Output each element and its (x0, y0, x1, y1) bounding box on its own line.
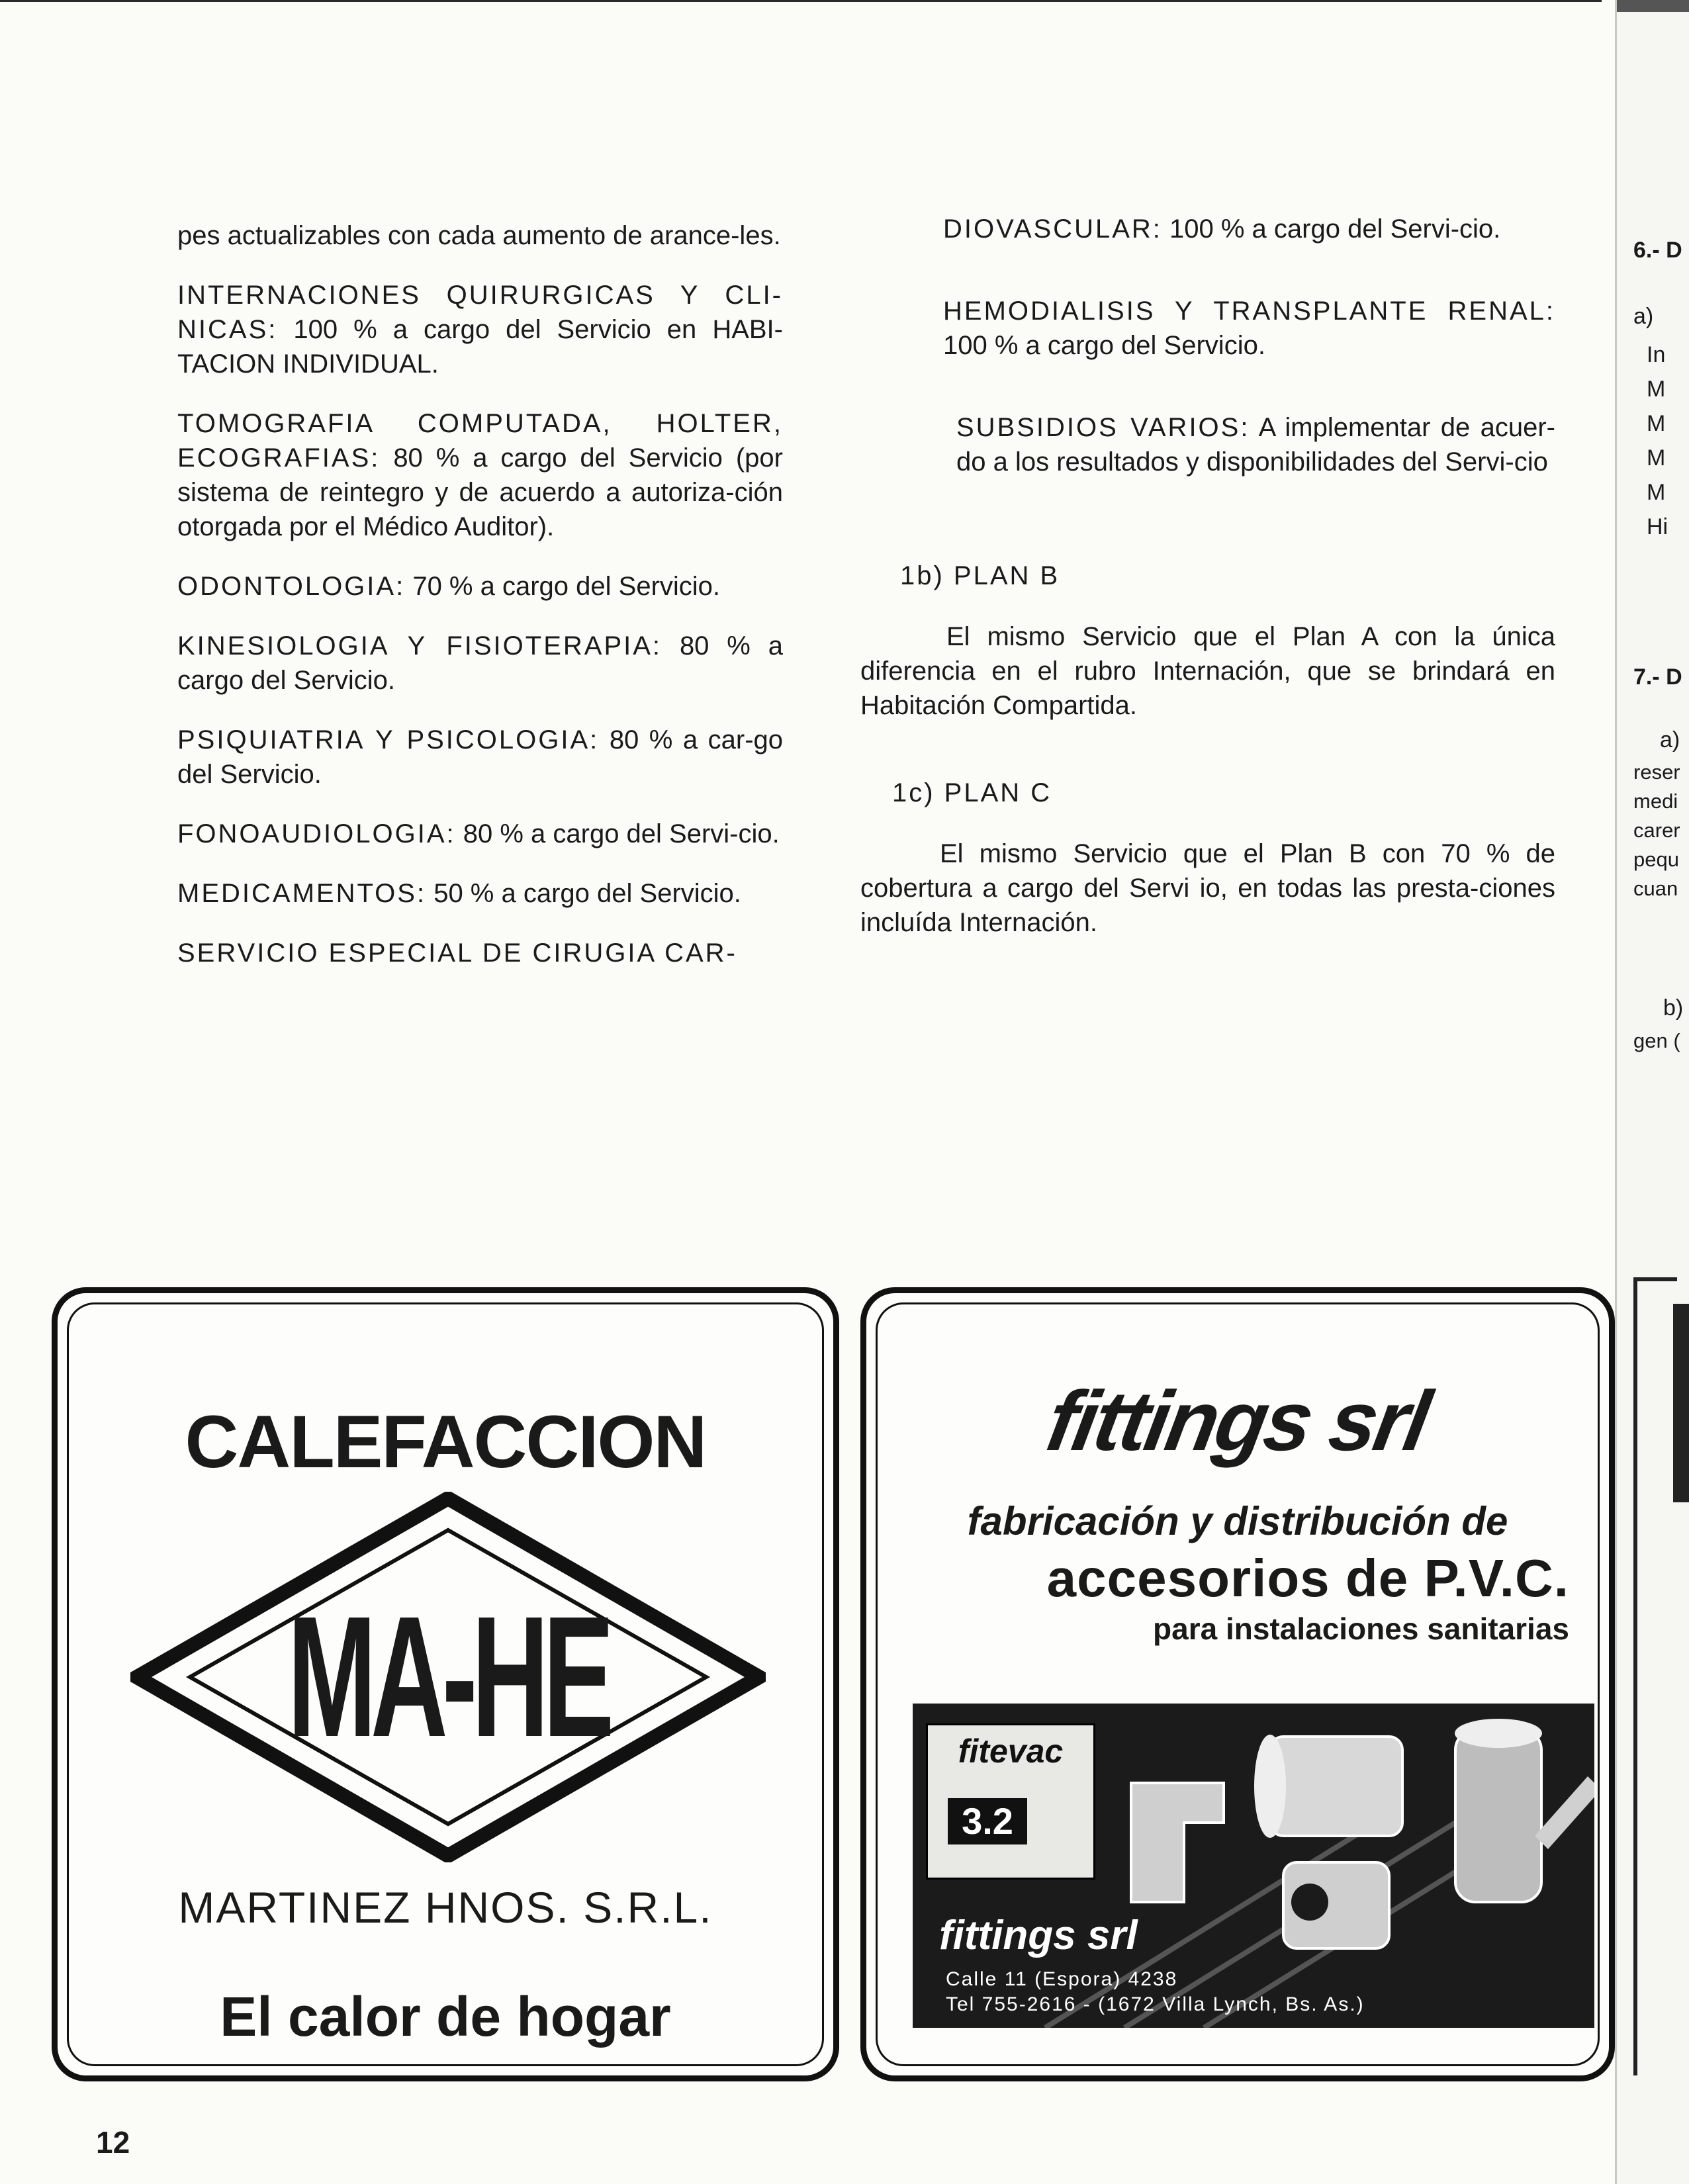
paragraph-heading: ODONTOLOGIA: (177, 572, 406, 601)
edge-line: medi (1633, 790, 1678, 813)
ad-line-fabricacion: fabricación y distribución de (967, 1499, 1508, 1543)
top-rule (0, 0, 1602, 2)
plan-b-title: 1b) PLAN B (900, 561, 1060, 590)
paragraph-heading: HEMODIALISIS Y TRANSPLANTE RENAL: (943, 296, 1555, 326)
paragraph-heading: SERVICIO ESPECIAL DE CIRUGIA CAR- (177, 938, 737, 968)
edge-line: pequ (1633, 848, 1679, 871)
edge-line: M (1647, 445, 1666, 471)
paragraph-text: 100 % a cargo del Servicio. (943, 331, 1265, 360)
paragraph-cirugia (177, 936, 783, 970)
paragraph-aranceles (177, 218, 783, 253)
ad-line-instalaciones: para instalaciones sanitarias (1153, 1612, 1569, 1646)
section-6-a: a) (1633, 304, 1654, 329)
section-7-heading: 7.- D (1633, 664, 1682, 690)
company-name: MARTINEZ HNOS. S.R.L. (178, 1883, 713, 1932)
paragraph-text: 80 % a cargo del Servicio. (177, 631, 783, 695)
fitevac-badge (926, 1723, 1095, 1880)
product-photo (913, 1704, 1594, 2028)
paragraph-odontologia (177, 569, 783, 604)
paragraph-internaciones (177, 278, 783, 381)
section-6-heading: 6.- D (1633, 238, 1682, 263)
paragraph-fonoaudiologia (177, 817, 783, 851)
section-7-lines (1633, 758, 1680, 903)
ad-fittings (860, 1287, 1615, 2081)
brand-diamond (130, 1492, 766, 1862)
paragraph-text: 80 % a cargo del Servicio (por sistema de reintegro y de acuerdo a autoriza-ción otorgada por el Médico Auditor). (177, 443, 783, 541)
paragraph-heading: FONOAUDIOLOGIA: (177, 819, 456, 848)
page-number: 12 (96, 2125, 130, 2160)
paragraph-tomografia (177, 406, 783, 544)
paragraph-cardiovascular (943, 212, 1555, 246)
edge-ad-block (1673, 1304, 1689, 1502)
paragraph-heading: SUBSIDIOS VARIOS: (956, 413, 1250, 442)
paragraph-heading: PSIQUIATRIA Y PSICOLOGIA: (177, 725, 600, 754)
paragraph-text: A implementar de acuer-do a los resultados y disponibilidades del Servi-cio (956, 413, 1556, 477)
paragraph-text: 50 % a cargo del Servicio. (434, 879, 741, 908)
brand-logo-text: MA-HE (287, 1580, 609, 1773)
paragraph-text: 100 % a cargo del Servicio en HABI-TACION INDIVIDUAL. (177, 315, 783, 379)
right-column (860, 212, 1555, 965)
paragraph-text: 80 % a car-go del Servicio. (177, 725, 783, 789)
paragraph-heading: DIOVASCULAR: (943, 214, 1162, 244)
edge-top-bar (1617, 0, 1689, 12)
section-7-b: b) (1663, 995, 1684, 1021)
paragraph-hemodialisis (943, 294, 1555, 363)
edge-line: M (1647, 411, 1666, 436)
plan-b-text: El mismo Servicio que el Plan A con la única diferencia en el rubro Internación, que se brindará en Habitación Compartida. (860, 622, 1555, 720)
next-page-edge (1615, 0, 1689, 2184)
edge-line: M (1647, 480, 1666, 505)
ad-title: CALEFACCION (185, 1400, 706, 1483)
address-phone: Tel 755-2616 - (1672 Villa Lynch, Bs. As.) (946, 1993, 1365, 2015)
edge-line: Hi (1647, 514, 1668, 539)
plan-c-title: 1c) PLAN C (892, 778, 1052, 807)
edge-line: In (1647, 342, 1666, 367)
edge-line: reser (1633, 760, 1680, 784)
edge-ad-border (1633, 1277, 1677, 2075)
ad-slogan: El calor de hogar (220, 1985, 671, 2048)
address-block (946, 1967, 1365, 2017)
paragraph-psiquiatria (177, 723, 783, 792)
address-street: Calle 11 (Espora) 4238 (946, 1968, 1178, 1990)
photo-brand-logo: fittings srl (939, 1913, 1138, 1958)
paragraph-subsidios (956, 410, 1555, 479)
section-6-lines (1647, 338, 1668, 544)
edge-line: cuan (1633, 877, 1678, 900)
paragraph-heading: MEDICAMENTOS: (177, 879, 427, 908)
edge-line: M (1647, 377, 1666, 402)
fittings-logo: fittings srl (1040, 1374, 1435, 1469)
fitevac-number: 3.2 (948, 1798, 1027, 1844)
left-column (177, 218, 783, 995)
ad-line-accesorios: accesorios de P.V.C. (1046, 1549, 1569, 1608)
paragraph-kinesiologia (177, 629, 783, 698)
paragraph-heading: INTERNACIONES QUIRURGICAS Y CLI-NICAS: (177, 281, 783, 344)
paragraph-text: 70 % a cargo del Servicio. (412, 572, 721, 601)
paragraph-text: pes actualizables con cada aumento de arance-les. (177, 221, 781, 250)
paragraph-heading: KINESIOLOGIA Y FISIOTERAPIA: (177, 631, 662, 660)
paragraph-heading: TOMOGRAFIA COMPUTADA, HOLTER, ECOGRAFIAS: (177, 409, 783, 473)
section-7-b-line: gen ( (1633, 1029, 1680, 1052)
paragraph-text: 80 % a cargo del Servi-cio. (463, 819, 780, 848)
ad-calefaccion (52, 1287, 839, 2081)
plan-c-text: El mismo Servicio que el Plan B con 70 % de cobertura a cargo del Servi io, en todas las presta-ciones incluída Internación. (860, 839, 1555, 937)
section-7-a: a) (1660, 727, 1680, 752)
paragraph-text: 100 % a cargo del Servi-cio. (1169, 214, 1501, 244)
edge-line: carer (1633, 819, 1680, 842)
fitevac-name: fitevac (958, 1733, 1064, 1770)
paragraph-medicamentos (177, 876, 783, 911)
